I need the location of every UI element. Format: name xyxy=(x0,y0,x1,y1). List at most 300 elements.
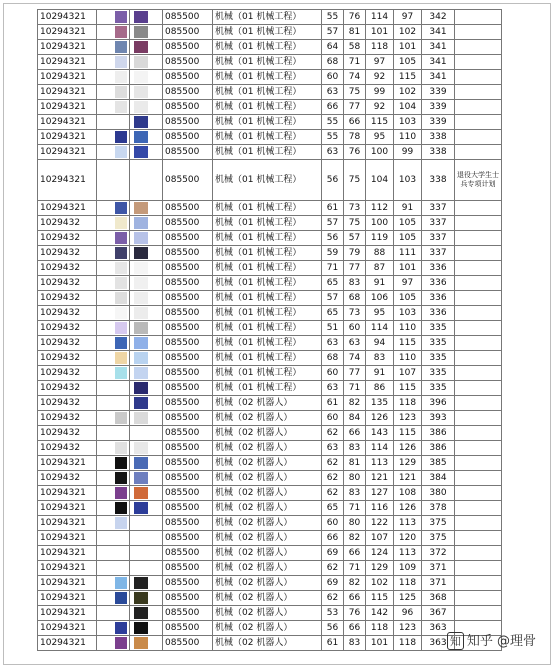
politics-score-cell: 56 xyxy=(322,160,344,201)
redacted-name-cell xyxy=(130,55,163,70)
table-row xyxy=(38,621,502,636)
english-score-cell: 66 xyxy=(344,115,366,130)
redacted-name-cell xyxy=(97,115,130,130)
major-code-cell: 085500 xyxy=(163,546,213,561)
redaction-block xyxy=(134,502,148,514)
total-score-cell: 385 xyxy=(422,456,455,471)
exam-id-cell: 10294321 xyxy=(38,501,97,516)
total-score-cell: 336 xyxy=(422,261,455,276)
redaction-block xyxy=(134,427,148,439)
redacted-name-cell xyxy=(130,441,163,456)
subject4-score-cell: 110 xyxy=(394,351,422,366)
major-name-cell: 机械（02 机器人） xyxy=(213,531,322,546)
exam-id-cell: 10294321 xyxy=(38,55,97,70)
note-cell xyxy=(455,246,502,261)
redacted-name-cell xyxy=(97,381,130,396)
subject4-score-cell: 101 xyxy=(394,40,422,55)
subject3-score-cell: 122 xyxy=(366,516,394,531)
note-cell xyxy=(455,100,502,115)
major-name-cell: 机械（02 机器人） xyxy=(213,636,322,651)
exam-id-cell: 1029432 xyxy=(38,261,97,276)
subject4-score-cell: 99 xyxy=(394,145,422,160)
redacted-name-cell xyxy=(130,321,163,336)
redacted-name-cell xyxy=(130,576,163,591)
total-score-cell: 337 xyxy=(422,231,455,246)
redacted-name-cell xyxy=(130,456,163,471)
subject3-score-cell: 101 xyxy=(366,25,394,40)
redaction-block xyxy=(115,307,127,319)
redacted-name-cell xyxy=(97,456,130,471)
redacted-name-cell xyxy=(97,531,130,546)
english-score-cell: 75 xyxy=(344,160,366,201)
redacted-name-cell xyxy=(97,486,130,501)
major-name-cell: 机械（01 机械工程） xyxy=(213,130,322,145)
major-name-cell: 机械（01 机械工程） xyxy=(213,381,322,396)
redaction-block xyxy=(134,116,148,128)
exam-id-cell: 10294321 xyxy=(38,531,97,546)
note-cell xyxy=(455,486,502,501)
major-name-cell: 机械（01 机械工程） xyxy=(213,276,322,291)
redacted-name-cell xyxy=(130,130,163,145)
redacted-name-cell xyxy=(130,396,163,411)
redaction-block xyxy=(134,292,148,304)
note-cell xyxy=(455,351,502,366)
major-name-cell: 机械（01 机械工程） xyxy=(213,201,322,216)
redaction-block xyxy=(115,86,127,98)
total-score-cell: 384 xyxy=(422,471,455,486)
politics-score-cell: 62 xyxy=(322,561,344,576)
note-cell xyxy=(455,561,502,576)
major-code-cell: 085500 xyxy=(163,115,213,130)
redacted-name-cell xyxy=(97,291,130,306)
major-name-cell: 机械（01 机械工程） xyxy=(213,306,322,321)
note-cell xyxy=(455,216,502,231)
subject3-score-cell: 95 xyxy=(366,306,394,321)
redaction-block xyxy=(115,607,127,619)
exam-id-cell: 1029432 xyxy=(38,306,97,321)
redacted-name-cell xyxy=(130,70,163,85)
table-row xyxy=(38,55,502,70)
major-code-cell: 085500 xyxy=(163,426,213,441)
redacted-name-cell xyxy=(97,201,130,216)
redacted-name-cell xyxy=(130,561,163,576)
note-cell xyxy=(455,261,502,276)
subject4-score-cell: 125 xyxy=(394,591,422,606)
english-score-cell: 80 xyxy=(344,471,366,486)
politics-score-cell: 63 xyxy=(322,381,344,396)
table-row xyxy=(38,531,502,546)
subject3-score-cell: 100 xyxy=(366,216,394,231)
note-cell xyxy=(455,115,502,130)
subject3-score-cell: 97 xyxy=(366,55,394,70)
redaction-block xyxy=(115,487,127,499)
major-code-cell: 085500 xyxy=(163,55,213,70)
redaction-block xyxy=(134,41,148,53)
subject3-score-cell: 115 xyxy=(366,591,394,606)
note-cell xyxy=(455,426,502,441)
redaction-block xyxy=(134,367,148,379)
redaction-block xyxy=(115,56,127,68)
major-code-cell: 085500 xyxy=(163,591,213,606)
redacted-name-cell xyxy=(130,246,163,261)
major-code-cell: 085500 xyxy=(163,40,213,55)
exam-id-cell: 1029432 xyxy=(38,366,97,381)
table-row xyxy=(38,231,502,246)
politics-score-cell: 61 xyxy=(322,201,344,216)
table-row xyxy=(38,246,502,261)
table-row xyxy=(38,201,502,216)
major-name-cell: 机械（02 机器人） xyxy=(213,456,322,471)
major-code-cell: 085500 xyxy=(163,486,213,501)
redaction-block xyxy=(115,146,127,158)
subject3-score-cell: 114 xyxy=(366,441,394,456)
subject3-score-cell: 107 xyxy=(366,531,394,546)
major-code-cell: 085500 xyxy=(163,231,213,246)
total-score-cell: 338 xyxy=(422,160,455,201)
redacted-name-cell xyxy=(130,411,163,426)
note-cell xyxy=(455,201,502,216)
note-cell xyxy=(455,546,502,561)
table-row xyxy=(38,381,502,396)
table-row xyxy=(38,516,502,531)
major-code-cell: 085500 xyxy=(163,70,213,85)
politics-score-cell: 63 xyxy=(322,336,344,351)
redaction-block xyxy=(134,307,148,319)
total-score-cell: 380 xyxy=(422,486,455,501)
redacted-name-cell xyxy=(130,291,163,306)
english-score-cell: 76 xyxy=(344,145,366,160)
redaction-block xyxy=(115,202,127,214)
subject4-score-cell: 126 xyxy=(394,441,422,456)
exam-id-cell: 10294321 xyxy=(38,40,97,55)
table-row xyxy=(38,115,502,130)
table-row xyxy=(38,261,502,276)
subject3-score-cell: 118 xyxy=(366,621,394,636)
english-score-cell: 80 xyxy=(344,516,366,531)
total-score-cell: 341 xyxy=(422,25,455,40)
redaction-block xyxy=(134,26,148,38)
redaction-block xyxy=(115,577,127,589)
redacted-name-cell xyxy=(97,40,130,55)
major-name-cell: 机械（01 机械工程） xyxy=(213,261,322,276)
table-row xyxy=(38,85,502,100)
redaction-block xyxy=(134,637,148,649)
exam-id-cell: 1029432 xyxy=(38,351,97,366)
table-row xyxy=(38,471,502,486)
redaction-block xyxy=(134,547,148,559)
table-row xyxy=(38,411,502,426)
english-score-cell: 60 xyxy=(344,321,366,336)
exam-id-cell: 10294321 xyxy=(38,201,97,216)
redaction-block xyxy=(115,11,127,23)
subject4-score-cell: 105 xyxy=(394,291,422,306)
major-name-cell: 机械（02 机器人） xyxy=(213,501,322,516)
politics-score-cell: 65 xyxy=(322,276,344,291)
note-cell xyxy=(455,531,502,546)
subject4-score-cell: 108 xyxy=(394,486,422,501)
subject4-score-cell: 105 xyxy=(394,216,422,231)
major-name-cell: 机械（01 机械工程） xyxy=(213,115,322,130)
politics-score-cell: 69 xyxy=(322,546,344,561)
redacted-name-cell xyxy=(130,10,163,25)
redaction-block xyxy=(134,11,148,23)
redaction-block xyxy=(115,547,127,559)
subject3-score-cell: 83 xyxy=(366,351,394,366)
exam-id-cell: 1029432 xyxy=(38,396,97,411)
exam-id-cell: 1029432 xyxy=(38,471,97,486)
total-score-cell: 335 xyxy=(422,351,455,366)
redacted-name-cell xyxy=(130,621,163,636)
english-score-cell: 83 xyxy=(344,486,366,501)
redacted-name-cell xyxy=(97,396,130,411)
redaction-block xyxy=(134,382,148,394)
redaction-block xyxy=(115,472,127,484)
exam-id-cell: 10294321 xyxy=(38,25,97,40)
redaction-block xyxy=(134,517,148,529)
note-cell xyxy=(455,321,502,336)
note-cell xyxy=(455,336,502,351)
major-code-cell: 085500 xyxy=(163,321,213,336)
note-cell xyxy=(455,591,502,606)
subject4-score-cell: 115 xyxy=(394,70,422,85)
english-score-cell: 73 xyxy=(344,306,366,321)
subject4-score-cell: 113 xyxy=(394,516,422,531)
redacted-name-cell xyxy=(130,336,163,351)
redacted-name-cell xyxy=(130,426,163,441)
subject4-score-cell: 118 xyxy=(394,396,422,411)
redacted-name-cell xyxy=(130,160,163,201)
redaction-block xyxy=(134,56,148,68)
politics-score-cell: 61 xyxy=(322,636,344,651)
exam-id-cell: 1029432 xyxy=(38,441,97,456)
redacted-name-cell xyxy=(97,426,130,441)
subject4-score-cell: 129 xyxy=(394,456,422,471)
exam-id-cell: 10294321 xyxy=(38,516,97,531)
politics-score-cell: 51 xyxy=(322,321,344,336)
table-row xyxy=(38,486,502,501)
redacted-name-cell xyxy=(97,471,130,486)
subject4-score-cell: 103 xyxy=(394,306,422,321)
politics-score-cell: 68 xyxy=(322,351,344,366)
subject3-score-cell: 135 xyxy=(366,396,394,411)
redaction-block xyxy=(115,262,127,274)
redacted-name-cell xyxy=(130,115,163,130)
politics-score-cell: 63 xyxy=(322,441,344,456)
subject4-score-cell: 110 xyxy=(394,321,422,336)
total-score-cell: 386 xyxy=(422,426,455,441)
redaction-block xyxy=(115,637,127,649)
redacted-name-cell xyxy=(97,546,130,561)
redaction-block xyxy=(134,131,148,143)
exam-id-cell: 10294321 xyxy=(38,85,97,100)
major-name-cell: 机械（01 机械工程） xyxy=(213,160,322,201)
table-row xyxy=(38,351,502,366)
english-score-cell: 81 xyxy=(344,456,366,471)
major-code-cell: 085500 xyxy=(163,621,213,636)
exam-id-cell: 10294321 xyxy=(38,115,97,130)
major-code-cell: 085500 xyxy=(163,100,213,115)
subject3-score-cell: 126 xyxy=(366,411,394,426)
note-cell xyxy=(455,516,502,531)
redacted-name-cell xyxy=(130,531,163,546)
politics-score-cell: 60 xyxy=(322,366,344,381)
total-score-cell: 335 xyxy=(422,336,455,351)
redaction-block xyxy=(115,131,127,143)
redacted-name-cell xyxy=(97,100,130,115)
redaction-block xyxy=(115,622,127,634)
subject3-score-cell: 104 xyxy=(366,160,394,201)
politics-score-cell: 65 xyxy=(322,306,344,321)
redaction-block xyxy=(134,592,148,604)
note-cell xyxy=(455,10,502,25)
exam-id-cell: 10294321 xyxy=(38,576,97,591)
total-score-cell: 336 xyxy=(422,291,455,306)
table-row xyxy=(38,160,502,201)
redacted-name-cell xyxy=(97,576,130,591)
politics-score-cell: 55 xyxy=(322,10,344,25)
subject3-score-cell: 129 xyxy=(366,561,394,576)
major-name-cell: 机械（02 机器人） xyxy=(213,546,322,561)
redaction-block xyxy=(115,382,127,394)
redaction-block xyxy=(115,427,127,439)
major-name-cell: 机械（01 机械工程） xyxy=(213,291,322,306)
total-score-cell: 338 xyxy=(422,130,455,145)
note-cell xyxy=(455,456,502,471)
politics-score-cell: 62 xyxy=(322,471,344,486)
politics-score-cell: 60 xyxy=(322,516,344,531)
politics-score-cell: 57 xyxy=(322,216,344,231)
exam-id-cell: 1029432 xyxy=(38,291,97,306)
politics-score-cell: 69 xyxy=(322,576,344,591)
major-code-cell: 085500 xyxy=(163,336,213,351)
redaction-block xyxy=(115,292,127,304)
major-code-cell: 085500 xyxy=(163,85,213,100)
watermark xyxy=(447,630,536,650)
redacted-name-cell xyxy=(97,516,130,531)
subject4-score-cell: 103 xyxy=(394,115,422,130)
total-score-cell: 342 xyxy=(422,10,455,25)
redacted-name-cell xyxy=(130,366,163,381)
politics-score-cell: 60 xyxy=(322,411,344,426)
english-score-cell: 71 xyxy=(344,381,366,396)
redaction-block xyxy=(134,86,148,98)
total-score-cell: 335 xyxy=(422,366,455,381)
exam-id-cell: 10294321 xyxy=(38,70,97,85)
note-cell xyxy=(455,85,502,100)
politics-score-cell: 56 xyxy=(322,231,344,246)
subject3-score-cell: 102 xyxy=(366,576,394,591)
major-name-cell: 机械（02 机器人） xyxy=(213,606,322,621)
table-row xyxy=(38,366,502,381)
subject4-score-cell: 101 xyxy=(394,261,422,276)
subject4-score-cell: 105 xyxy=(394,55,422,70)
redaction-block xyxy=(134,412,148,424)
total-score-cell: 337 xyxy=(422,201,455,216)
exam-id-cell: 10294321 xyxy=(38,160,97,201)
note-cell xyxy=(455,130,502,145)
english-score-cell: 66 xyxy=(344,621,366,636)
subject3-score-cell: 91 xyxy=(366,276,394,291)
exam-id-cell: 10294321 xyxy=(38,606,97,621)
table-row xyxy=(38,216,502,231)
total-score-cell: 363 xyxy=(422,636,455,651)
politics-score-cell: 62 xyxy=(322,591,344,606)
redaction-block xyxy=(134,577,148,589)
subject3-score-cell: 118 xyxy=(366,40,394,55)
redaction-block xyxy=(115,41,127,53)
subject3-score-cell: 86 xyxy=(366,381,394,396)
english-score-cell: 58 xyxy=(344,40,366,55)
politics-score-cell: 59 xyxy=(322,246,344,261)
total-score-cell: 393 xyxy=(422,411,455,426)
politics-score-cell: 62 xyxy=(322,456,344,471)
major-code-cell: 085500 xyxy=(163,606,213,621)
subject3-score-cell: 114 xyxy=(366,10,394,25)
major-code-cell: 085500 xyxy=(163,441,213,456)
redaction-block xyxy=(134,442,148,454)
total-score-cell: 335 xyxy=(422,381,455,396)
redaction-block xyxy=(115,502,127,514)
redacted-name-cell xyxy=(97,25,130,40)
redaction-block xyxy=(134,397,148,409)
major-code-cell: 085500 xyxy=(163,351,213,366)
redaction-block xyxy=(134,457,148,469)
exam-id-cell: 1029432 xyxy=(38,231,97,246)
politics-score-cell: 55 xyxy=(322,115,344,130)
redaction-block xyxy=(134,322,148,334)
major-code-cell: 085500 xyxy=(163,306,213,321)
exam-id-cell: 1029432 xyxy=(38,426,97,441)
redaction-block xyxy=(115,247,127,259)
table-row xyxy=(38,636,502,651)
redacted-name-cell xyxy=(130,501,163,516)
table-row xyxy=(38,291,502,306)
table-row xyxy=(38,130,502,145)
subject3-score-cell: 92 xyxy=(366,100,394,115)
score-table-body xyxy=(38,10,502,651)
subject4-score-cell: 102 xyxy=(394,85,422,100)
total-score-cell: 337 xyxy=(422,246,455,261)
major-name-cell: 机械（01 机械工程） xyxy=(213,231,322,246)
note-cell xyxy=(455,396,502,411)
english-score-cell: 77 xyxy=(344,261,366,276)
redacted-name-cell xyxy=(130,606,163,621)
major-code-cell: 085500 xyxy=(163,261,213,276)
redaction-block xyxy=(134,487,148,499)
major-code-cell: 085500 xyxy=(163,456,213,471)
subject3-score-cell: 88 xyxy=(366,246,394,261)
english-score-cell: 75 xyxy=(344,216,366,231)
table-row xyxy=(38,576,502,591)
exam-id-cell: 1029432 xyxy=(38,276,97,291)
redacted-name-cell xyxy=(97,10,130,25)
major-name-cell: 机械（01 机械工程） xyxy=(213,321,322,336)
total-score-cell: 339 xyxy=(422,115,455,130)
note-cell xyxy=(455,55,502,70)
major-name-cell: 机械（01 机械工程） xyxy=(213,10,322,25)
exam-id-cell: 1029432 xyxy=(38,321,97,336)
exam-id-cell: 10294321 xyxy=(38,591,97,606)
redaction-block xyxy=(115,457,127,469)
subject3-score-cell: 112 xyxy=(366,201,394,216)
subject4-score-cell: 97 xyxy=(394,276,422,291)
total-score-cell: 363 xyxy=(422,621,455,636)
subject3-score-cell: 127 xyxy=(366,486,394,501)
total-score-cell: 375 xyxy=(422,516,455,531)
exam-id-cell: 10294321 xyxy=(38,100,97,115)
total-score-cell: 396 xyxy=(422,396,455,411)
politics-score-cell: 56 xyxy=(322,621,344,636)
